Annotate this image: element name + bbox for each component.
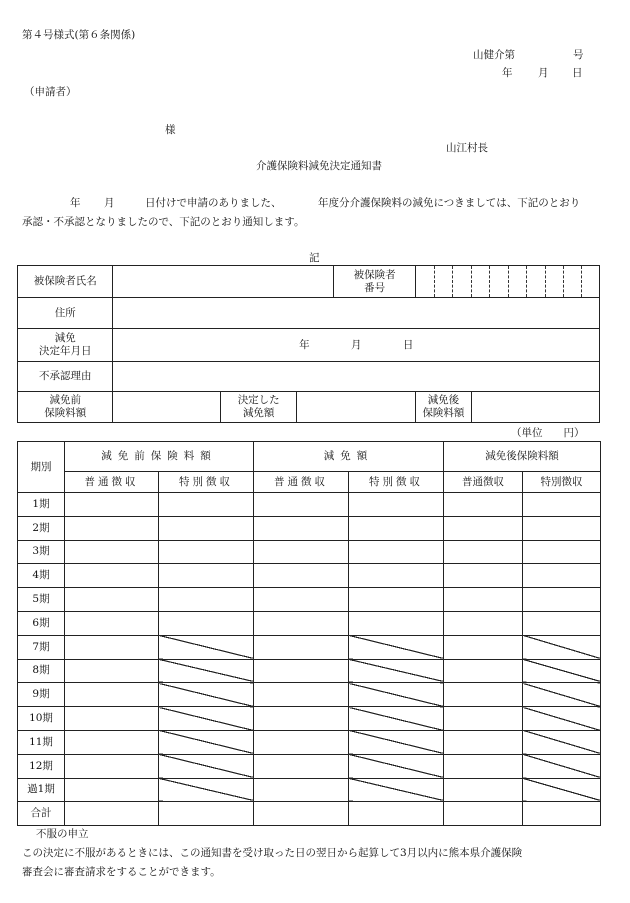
amount-cell[interactable] xyxy=(254,730,349,754)
amount-cell[interactable] xyxy=(254,754,349,778)
applicant-label: （申請者） xyxy=(24,86,77,98)
amount-cell[interactable] xyxy=(254,635,349,659)
amount-cell[interactable] xyxy=(159,588,254,612)
period-label: 5期 xyxy=(18,588,65,612)
amount-cell[interactable] xyxy=(254,493,349,517)
amount-cell[interactable] xyxy=(65,730,159,754)
amount-cell[interactable] xyxy=(65,707,159,731)
period-label: 過1期 xyxy=(18,778,65,802)
amount-cell[interactable] xyxy=(523,493,601,517)
period-label: 1期 xyxy=(18,493,65,517)
sub-normal-collection: 普通徴収 xyxy=(444,472,523,493)
amount-cell[interactable] xyxy=(65,778,159,802)
amount-cell[interactable] xyxy=(65,683,159,707)
insured-number-digit[interactable] xyxy=(434,266,452,298)
amount-cell[interactable] xyxy=(444,588,523,612)
table-row xyxy=(18,659,601,683)
struck-cell xyxy=(349,659,444,683)
decided-reduction-label: 決定した 減免額 xyxy=(221,392,297,423)
ki-label: 記 xyxy=(309,252,320,264)
period-label: 2期 xyxy=(18,516,65,540)
table-row xyxy=(18,707,601,731)
insured-name-value[interactable] xyxy=(113,266,334,298)
struck-cell xyxy=(159,754,254,778)
amount-cell[interactable] xyxy=(523,540,601,564)
sub-special-collection: 特別徴収 xyxy=(523,472,601,493)
issue-date-year: 年 xyxy=(502,67,513,79)
document-number-suffix: 号 xyxy=(573,49,584,61)
amount-cell[interactable] xyxy=(65,540,159,564)
struck-cell xyxy=(523,659,601,683)
decision-date-value[interactable] xyxy=(113,329,600,362)
amount-cell[interactable] xyxy=(444,611,523,635)
amount-cell[interactable] xyxy=(254,683,349,707)
table-row xyxy=(18,540,601,564)
objection-line-2: 審査会に審査請求をすることができます。 xyxy=(22,866,221,878)
amount-cell[interactable] xyxy=(444,683,523,707)
insured-number-digit[interactable] xyxy=(582,266,600,298)
amount-cell[interactable] xyxy=(65,802,159,826)
amount-cell[interactable] xyxy=(254,564,349,588)
amount-cell[interactable] xyxy=(523,802,601,826)
body-line-2: 承認・不承認となりましたので、下記のとおり通知します。 xyxy=(22,216,305,228)
struck-cell xyxy=(349,730,444,754)
group-before-reduction: 減免前保険料額 xyxy=(65,442,254,472)
issue-date-month: 月 xyxy=(538,67,549,79)
amount-cell[interactable] xyxy=(349,493,444,517)
period-label: 9期 xyxy=(18,683,65,707)
amount-cell[interactable] xyxy=(523,564,601,588)
amount-cell[interactable] xyxy=(254,611,349,635)
form-number: 第４号様式(第６条関係) xyxy=(22,29,136,41)
table-row xyxy=(18,802,601,826)
sub-normal-collection: 普通徴収 xyxy=(65,472,159,493)
body-application-text: 日付けで申請のありました、 xyxy=(145,197,282,209)
decision-year: 年 xyxy=(299,338,310,351)
amount-cell[interactable] xyxy=(65,564,159,588)
struck-cell xyxy=(523,683,601,707)
sub-normal-collection: 普通徴収 xyxy=(254,472,349,493)
amount-cell[interactable] xyxy=(254,802,349,826)
insured-number-label: 被保険者 番号 xyxy=(334,266,416,298)
table-row xyxy=(18,730,601,754)
amount-cell[interactable] xyxy=(444,635,523,659)
struck-cell xyxy=(159,730,254,754)
table-row xyxy=(18,778,601,802)
honorific-sama: 様 xyxy=(165,124,176,136)
amount-cell[interactable] xyxy=(254,778,349,802)
amount-cell[interactable] xyxy=(254,540,349,564)
table-row xyxy=(18,588,601,612)
amount-cell[interactable] xyxy=(159,564,254,588)
struck-cell xyxy=(523,730,601,754)
group-reduction: 減免額 xyxy=(254,442,444,472)
struck-cell xyxy=(349,754,444,778)
decision-day: 日 xyxy=(402,338,414,351)
period-label: 8期 xyxy=(18,659,65,683)
period-label: 6期 xyxy=(18,611,65,635)
table-row xyxy=(18,683,601,707)
amount-cell[interactable] xyxy=(444,516,523,540)
amount-cell[interactable] xyxy=(65,493,159,517)
insured-number-digit[interactable] xyxy=(471,266,489,298)
amount-cell[interactable] xyxy=(159,540,254,564)
period-label: 3期 xyxy=(18,540,65,564)
amount-cell[interactable] xyxy=(444,564,523,588)
period-label: 11期 xyxy=(18,730,65,754)
struck-cell xyxy=(349,707,444,731)
amount-cell[interactable] xyxy=(444,730,523,754)
amount-cell[interactable] xyxy=(65,588,159,612)
struck-cell xyxy=(159,778,254,802)
decision-month: 月 xyxy=(350,338,362,351)
issuer-name: 山江村長 xyxy=(446,142,488,154)
amount-cell[interactable] xyxy=(254,516,349,540)
struck-cell xyxy=(349,635,444,659)
table-row xyxy=(18,611,601,635)
amount-cell[interactable] xyxy=(523,516,601,540)
struck-cell xyxy=(159,635,254,659)
table-row xyxy=(18,516,601,540)
amount-cell[interactable] xyxy=(523,588,601,612)
amount-cell[interactable] xyxy=(349,540,444,564)
sub-special-collection: 特別徴収 xyxy=(159,472,254,493)
address-value[interactable] xyxy=(113,298,600,329)
period-label: 12期 xyxy=(18,754,65,778)
before-amount-value[interactable] xyxy=(113,392,221,423)
after-amount-label: 減免後 保険料額 xyxy=(416,392,471,423)
rejection-reason-value[interactable] xyxy=(113,362,600,392)
body-month: 月 xyxy=(104,197,115,209)
sub-special-collection: 特別徴収 xyxy=(349,472,444,493)
amount-cell[interactable] xyxy=(349,516,444,540)
amount-cell[interactable] xyxy=(349,802,444,826)
amount-cell[interactable] xyxy=(444,707,523,731)
amount-cell[interactable] xyxy=(65,659,159,683)
insured-number-digit[interactable] xyxy=(453,266,471,298)
body-year: 年 xyxy=(70,197,81,209)
before-amount-label: 減免前 保険料額 xyxy=(18,392,113,423)
body-fiscal-text: 年度分介護保険料の減免につきましては、下記のとおり xyxy=(318,197,581,209)
table-row xyxy=(18,564,601,588)
amount-cell[interactable] xyxy=(444,754,523,778)
amount-cell[interactable] xyxy=(65,754,159,778)
struck-cell xyxy=(349,778,444,802)
amount-cell[interactable] xyxy=(444,540,523,564)
issue-date-day: 日 xyxy=(572,67,583,79)
period-label: 合計 xyxy=(18,802,65,826)
insured-number-digit[interactable] xyxy=(545,266,563,298)
amount-cell[interactable] xyxy=(65,611,159,635)
insured-number-digit[interactable] xyxy=(527,266,545,298)
insured-number-digit[interactable] xyxy=(563,266,581,298)
amount-cell[interactable] xyxy=(349,564,444,588)
table-row xyxy=(18,635,601,659)
amount-cell[interactable] xyxy=(65,635,159,659)
amount-cell[interactable] xyxy=(159,493,254,517)
address-label: 住所 xyxy=(18,298,113,329)
amount-cell[interactable] xyxy=(159,802,254,826)
amount-cell[interactable] xyxy=(444,493,523,517)
amount-cell[interactable] xyxy=(159,611,254,635)
rejection-reason-label: 不承認理由 xyxy=(18,362,113,392)
group-after-reduction: 減免後保険料額 xyxy=(444,442,601,472)
unit-label: （単位 円） xyxy=(511,427,585,439)
document-title: 介護保険料減免決定通知書 xyxy=(256,160,382,172)
insured-info-table xyxy=(17,265,600,423)
decided-reduction-value[interactable] xyxy=(297,392,416,423)
amount-cell[interactable] xyxy=(254,588,349,612)
amount-cell[interactable] xyxy=(444,778,523,802)
after-amount-value[interactable] xyxy=(471,392,599,423)
objection-title: 不服の申立 xyxy=(36,828,89,840)
struck-cell xyxy=(159,659,254,683)
decision-date-label: 減免 決定年月日 xyxy=(18,329,113,362)
period-label: 7期 xyxy=(18,635,65,659)
amount-cell[interactable] xyxy=(349,611,444,635)
insured-number-digit[interactable] xyxy=(508,266,526,298)
amount-cell[interactable] xyxy=(444,802,523,826)
struck-cell xyxy=(349,683,444,707)
table-row xyxy=(18,754,601,778)
struck-cell xyxy=(159,683,254,707)
period-label: 10期 xyxy=(18,707,65,731)
period-label: 4期 xyxy=(18,564,65,588)
amount-cell[interactable] xyxy=(254,707,349,731)
document-number-prefix: 山健介第 xyxy=(473,49,515,61)
struck-cell xyxy=(523,635,601,659)
insured-name-label: 被保険者氏名 xyxy=(18,266,113,298)
amount-cell[interactable] xyxy=(523,611,601,635)
insured-number-digit[interactable] xyxy=(490,266,508,298)
struck-cell xyxy=(523,707,601,731)
period-table xyxy=(17,441,601,826)
amount-cell[interactable] xyxy=(65,516,159,540)
amount-cell[interactable] xyxy=(349,588,444,612)
amount-cell[interactable] xyxy=(444,659,523,683)
amount-cell[interactable] xyxy=(254,659,349,683)
struck-cell xyxy=(159,707,254,731)
period-header: 期別 xyxy=(18,442,65,493)
objection-line-1: この決定に不服があるときには、この通知書を受け取った日の翌日から起算して3月以内に熊本県介護保険 xyxy=(22,847,523,859)
insured-number-digit[interactable] xyxy=(416,266,434,298)
struck-cell xyxy=(523,778,601,802)
struck-cell xyxy=(523,754,601,778)
amount-cell[interactable] xyxy=(159,516,254,540)
table-row xyxy=(18,493,601,517)
